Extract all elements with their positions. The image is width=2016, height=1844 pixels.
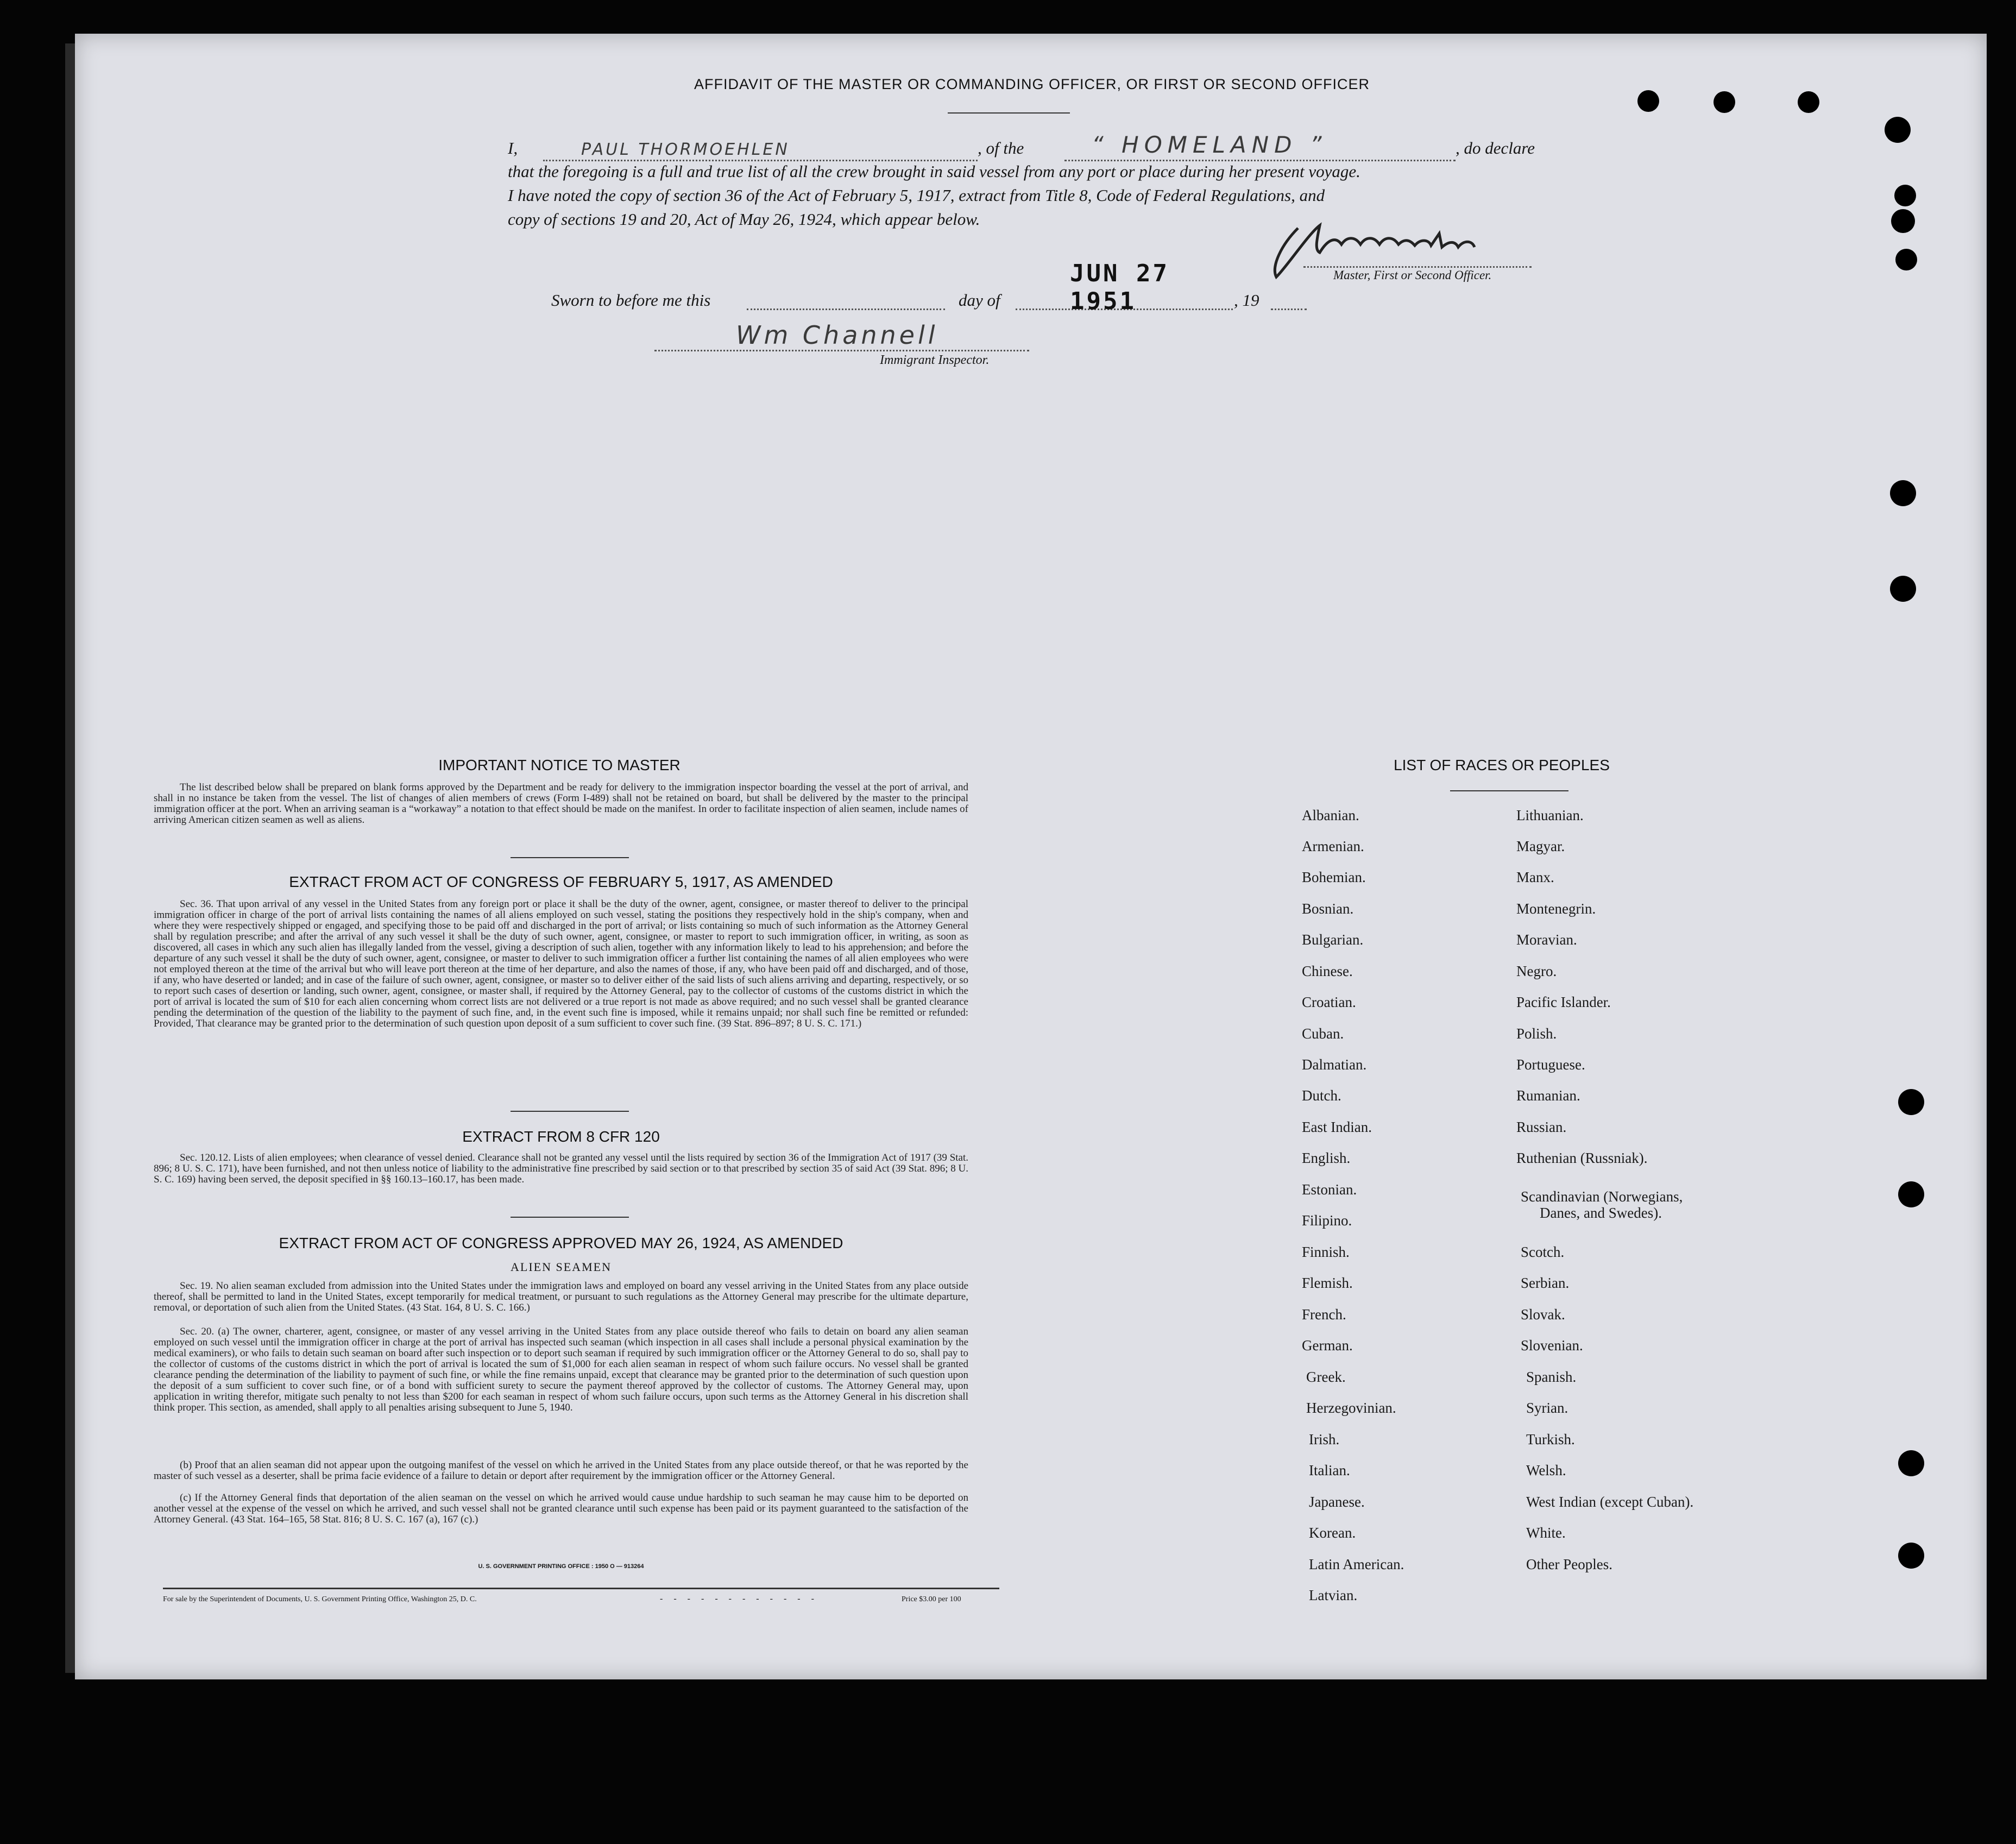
race-item: Moravian. [1516,932,1577,948]
divider [511,857,629,858]
sworn-year-field [1271,293,1307,310]
race-item: Estonian. [1302,1181,1357,1198]
sec-20a-text: Sec. 20. (a) The owner, charterer, agent, consignee, or master of any vessel arriving in the United States from any place outside thereof who fails to detain on board any alien seaman employed on such vessel until the immigration officer in charge at the port of arrival has inspected such seaman (which inspection in all cases shall include a personal physical examination by the medical examiners), or who fails to detain such seaman on board after such inspection or to deport such seaman if required by such immigration officer or the Attorney General to do so, shall pay to the collector of customs of the customs district in which the port of arrival is located the sum of $1,000 for each alien seaman in respect of whom such failure occurs. No vessel shall be granted clearance pending the determination of the liability to payment of such fine, or while the fine remains unpaid, except that clearance may be granted prior to the determination of such question upon the deposit of a sum sufficient to cover such fine, or of a bond with sufficient surety to secure the payment thereof approved by the collector of customs. The Attorney General may, upon application in writing therefor, mitigate such penalty to not less than $200 for each seaman in respect of whom such failure occurs, upon such terms as the Attorney General in his discretion shall think proper. This section, as amended, shall apply to all penalties arising subsequent to June 5, 1940. [154,1326,968,1413]
sworn-month-field [1016,260,1233,315]
race-item: Serbian. [1521,1275,1570,1291]
page-edge-shadow [65,43,75,1673]
race-item: Dalmatian. [1302,1056,1367,1073]
notice-title: IMPORTANT NOTICE TO MASTER [438,757,681,773]
race-item: Negro. [1516,963,1557,979]
race-item: Finnish. [1302,1244,1350,1260]
race-item: Chinese. [1302,963,1353,979]
punch-hole [1890,576,1916,602]
for-sale-notice: For sale by the Superintendent of Documents, U. S. Government Printing Office, Washington 25, D. C. [163,1595,477,1603]
punch-hole [1898,1543,1924,1569]
race-item: West Indian (except Cuban). [1526,1494,1694,1510]
punch-hole [1890,480,1916,506]
race-item: Magyar. [1516,838,1565,854]
race-item: French. [1302,1306,1346,1323]
race-item: Latin American. [1309,1556,1404,1572]
race-item: White. [1526,1525,1566,1541]
document-page [75,34,1987,1679]
race-item: Manx. [1516,869,1554,885]
punch-hole [1891,209,1915,233]
race-item: Syrian. [1526,1400,1568,1416]
punch-hole [1885,117,1911,143]
race-item: Portuguese. [1516,1056,1585,1073]
race-item: Greek. [1306,1369,1346,1385]
races-divider [1450,790,1568,791]
affidavit-i: I, [508,139,518,158]
extract-1924-title: EXTRACT FROM ACT OF CONGRESS APPROVED MAY 26, 1924, AS AMENDED [279,1235,843,1251]
race-item: Danes, and Swedes). [1540,1205,1662,1221]
race-item: Spanish. [1526,1369,1577,1385]
of-the-label: , of the [978,139,1024,158]
race-item: Slovak. [1521,1306,1565,1323]
race-item: Flemish. [1302,1275,1353,1291]
notice-body: The list described below shall be prepared on blank forms approved by the Department and be ready for delivery to the immigration inspector boarding the vessel at the port of arrival, and shall in no instance be taken from the vessel. The list of changes of alien members of crews (Form I-489) shall not be retained on board, but shall be delivered by the master to the principal immigration officer at the port. When an arriving seaman is a “workaway” a notation to that effect should be made on the manifest. In order to facilitate inspection of alien seamen, include names of arriving American citizen seamen as well as aliens. [154,782,968,826]
do-declare-label: , do declare [1456,139,1535,158]
race-item: Lithuanian. [1516,807,1584,823]
race-item: Bulgarian. [1302,932,1364,948]
affidavit-line-4: copy of sections 19 and 20, Act of May 26, 1924, which appear below. [508,210,980,229]
footer-rule [163,1588,999,1589]
race-item: Filipino. [1302,1212,1352,1229]
price-notice: Price $3.00 per 100 [902,1595,961,1603]
vessel-name-field [1064,131,1456,161]
race-item: Korean. [1309,1525,1356,1541]
extract-1917-title: EXTRACT FROM ACT OF CONGRESS OF FEBRUARY 5, 1917, AS AMENDED [289,873,833,890]
extract-cfr-title: EXTRACT FROM 8 CFR 120 [462,1128,660,1145]
sworn-day-field [747,293,945,310]
vessel-name-handwritten: “ HOMELAND ” [1092,131,1327,158]
race-item: English. [1302,1150,1351,1166]
race-item: Ruthenian (Russniak). [1516,1150,1648,1166]
race-item: Herzegovinian. [1306,1400,1396,1416]
race-item: Montenegrin. [1516,901,1596,917]
extract-1924-subtitle: ALIEN SEAMEN [511,1260,612,1274]
divider [511,1111,629,1112]
punch-hole [1798,91,1819,113]
punch-hole [1713,91,1735,113]
extract-1917-body: Sec. 36. That upon arrival of any vessel in the United States from any foreign port or place it shall be the duty of the owner, agent, consignee, or master thereof to deliver to the principal immigration officer in charge of the port of arrival lists containing the names of all aliens employed on such vessel, stating the positions they respectively hold in the ship's company, when and where they were respectively shipped or engaged, and specifying those to be paid off and discharged in the port of arrival; or lists containing so much of such information as the Attorney General shall by regulation prescribe; and after the arrival of any such vessel it shall be the duty of such owner, agent, consignee, or master to report to such immigration officer, in writing, as soon as discovered, all cases in which any such alien has illegally landed from the vessel, giving a description of such alien, together with any information likely to lead to his apprehension; and before the departure of any such vessel it shall be the duty of such owner, agent, consignee, or master to deliver to such immigration officer a further list containing the names of all alien employees who were not employed thereon at the time of the arrival but who will leave port thereon at the time of her departure, and also the names of those, if any, who have been paid off and discharged, and of those, if any, who have deserted or landed; and in case of the failure of such owner, agent, consignee, or master so to deliver either of the said lists of such aliens arriving and departing, respectively, or so to report such cases of desertion or landing, such owner, agent, consignee, or master shall, if required by the Attorney General, pay to the collector of customs of the customs district in which the port of arrival is located the sum of $10 for each alien concerning whom correct lists are not delivered or a true report is not made as above required; and no such vessel shall be granted clearance pending the determination of the question of the liability to the payment of such fine, and, in the event such fine is imposed, while it remains unpaid; nor shall such fine be remitted or refunded: Provided, That clearance may be granted prior to the determination of such question upon deposit of a sum sufficient to cover such fine. (39 Stat. 896–897; 8 U. S. C. 171.) [154,898,968,1029]
sec-20b-text: (b) Proof that an alien seaman did not appear upon the outgoing manifest of the vessel on which he arrived in the United States from any place outside thereof, or that he was reported by the master of such vessel as a deserter, shall be prima facie evidence of a failure to detain or deport after requirement by the immigration officer or the Attorney General. [154,1459,968,1482]
sworn-label: Sworn to before me this [551,291,711,310]
master-name-handwritten: PAUL THORMOEHLEN [581,140,790,159]
punch-hole [1898,1181,1924,1207]
affidavit-title: AFFIDAVIT OF THE MASTER OR COMMANDING OFFICER, OR FIRST OR SECOND OFFICER [694,76,1370,92]
race-item: Other Peoples. [1526,1556,1612,1572]
day-of-label: day of [959,291,1000,310]
race-item: Slovenian. [1521,1337,1583,1354]
year-prefix: , 19 [1234,291,1259,310]
printing-office-imprint: U. S. GOVERNMENT PRINTING OFFICE : 1950 O — 913264 [478,1563,644,1570]
affidavit-line-2: that the foregoing is a full and true list of all the crew brought in said vessel from any port or place during her present voyage. [508,162,1360,181]
sec-20c-text: (c) If the Attorney General finds that deportation of the alien seaman on the vessel on which he arrived would cause undue hardship to such seaman he may cause him to be deported on another vessel at the expense of the vessel on which he arrived, and such vessel shall not be granted clearance until such expense has been paid or its payment guaranteed to the satisfaction of the Attorney General. (43 Stat. 164–165, 58 Stat. 816; 8 U. S. C. 167 (a), 167 (c).) [154,1492,968,1525]
punch-hole [1894,185,1916,206]
inspector-signature-line [654,320,1029,351]
races-title: LIST OF RACES OR PEOPLES [1394,757,1610,773]
punch-hole [1898,1450,1924,1476]
inspector-caption: Immigrant Inspector. [880,353,990,367]
race-item: Welsh. [1526,1462,1566,1478]
punch-hole [1898,1089,1924,1115]
affidavit-line-3: I have noted the copy of section 36 of the Act of February 5, 1917, extract from Title 8, Code of Federal Regulations, and [508,186,1325,205]
race-item: Bosnian. [1302,901,1354,917]
master-name-field [543,141,978,161]
race-item: Italian. [1309,1462,1350,1478]
race-item: Cuban. [1302,1025,1344,1042]
title-divider [948,112,1070,114]
race-item: Japanese. [1309,1494,1365,1510]
race-item: Russian. [1516,1119,1567,1135]
punch-hole [1637,90,1659,112]
inspector-signature: Wm Channell [736,320,938,350]
race-item: Dutch. [1302,1087,1341,1104]
race-item: Pacific Islander. [1516,994,1611,1010]
punch-hole [1895,249,1917,270]
extract-cfr-body: Sec. 120.12. Lists of alien employees; when clearance of vessel denied. Clearance shall not be granted any vessel until the lists required by section 36 of the Immigration Act of 1917 (39 Stat. 896; 8 U. S. C. 171), have been furnished, and not then unless notice of liability to the administrative fine prescribed by said section or to that prescribed by section 35 of said Act (39 Stat. 896; 8 U. S. C. 169) having been served, the deposit specified in §§ 160.13–160.17, has been made. [154,1152,968,1185]
race-item: Albanian. [1302,807,1359,823]
race-item: Croatian. [1302,994,1356,1010]
race-item: Scotch. [1521,1244,1565,1260]
master-signature-line [1303,265,1532,268]
race-item: Armenian. [1302,838,1364,854]
master-caption: Master, First or Second Officer. [1333,268,1492,282]
sec-19-text: Sec. 19. No alien seaman excluded from admission into the United States under the immigration laws and employed on board any vessel arriving in the United States from any place outside thereof, shall be permitted to land in the United States, except temporarily for medical treatment, or pursuant to such regulations as the Attorney General may prescribe for the ultimate departure, removal, or deportation of such alien from the United States. (43 Stat. 164, 8 U. S. C. 166.) [154,1280,968,1313]
race-item: Scandinavian (Norwegians, [1521,1188,1683,1205]
race-item: Bohemian. [1302,869,1366,885]
footer-leader: - - - - - - - - - - - - [660,1594,818,1603]
divider [511,1217,629,1218]
race-item: Turkish. [1526,1431,1575,1447]
race-item: East Indian. [1302,1119,1372,1135]
date-stamp: JUN 27 1951 [1070,260,1169,315]
race-item: Latvian. [1309,1587,1358,1603]
race-item: Irish. [1309,1431,1340,1447]
race-item: Rumanian. [1516,1087,1580,1104]
race-item: German. [1302,1337,1353,1354]
race-item: Polish. [1516,1025,1557,1042]
